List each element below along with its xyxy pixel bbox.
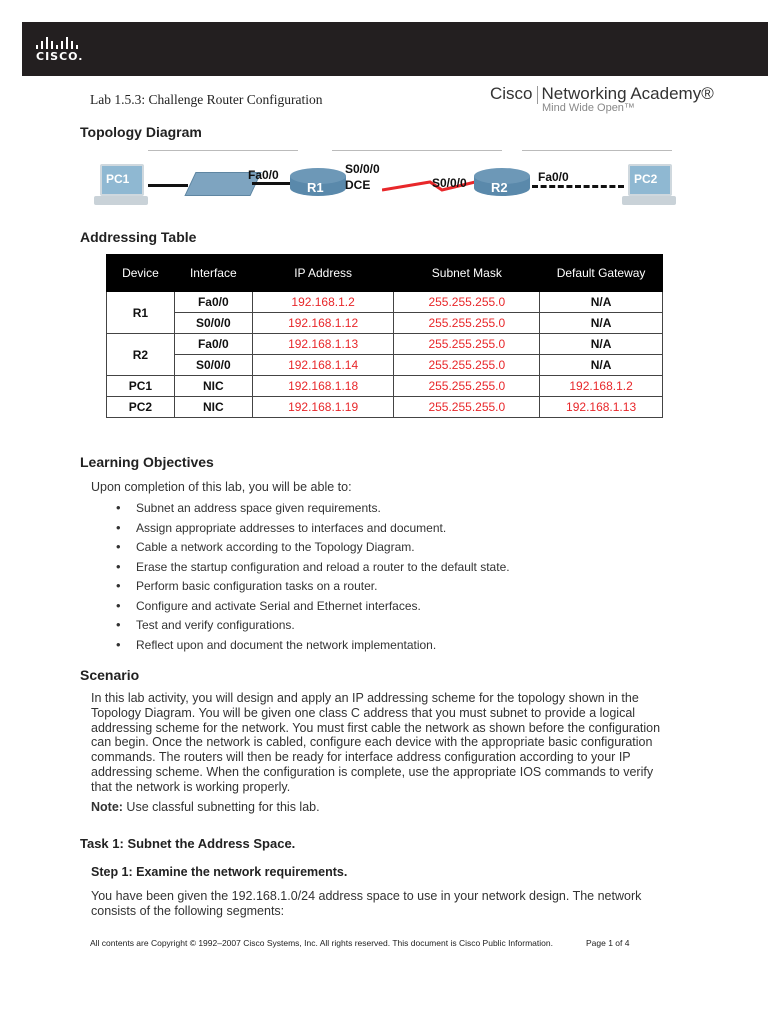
table-row: [107, 334, 663, 355]
mask-cell: 255.255.255.0: [394, 313, 540, 334]
topology-diagram: [82, 146, 672, 218]
r2-pc2-link: [532, 185, 624, 188]
step1-heading: Step 1: Examine the network requirements.: [91, 865, 348, 879]
objectives-heading: Learning Objectives: [80, 454, 214, 470]
r2-label: R2: [491, 180, 508, 195]
topology-heading: Topology Diagram: [80, 124, 202, 140]
scenario-note: [91, 800, 320, 815]
footer-copyright: All contents are Copyright © 1992–2007 Cisco Systems, Inc. All rights reserved. This document is Cisco Public Information.: [90, 938, 553, 948]
r1-router-icon: [290, 168, 346, 198]
table-row: [107, 376, 663, 397]
scenario-body: In this lab activity, you will design and apply an IP addressing scheme for the topology shown in the Topology Diagram. You will be given one class C address that you must subnet to provide a logical addressing scheme for the network. You must first cable the network as shown before the configuration can begin. Once the network is cabled, configure each device with the appropriate basic configuration commands. The routers will then be ready for interface address configuration according to your IP addressing scheme. When the configuration is complete, use the appropriate IOS commands to verify that the network is working properly.: [91, 691, 661, 794]
note-text: Use classful subnetting for this lab.: [122, 800, 320, 814]
academy-tagline: Mind Wide Open™: [542, 102, 635, 114]
note-label: Note:: [91, 800, 123, 814]
step1-body: You have been given the 192.168.1.0/24 address space to use in your network design. The network consists of the following segments:: [91, 889, 642, 918]
cisco-logo: [36, 37, 83, 63]
objectives-intro: Upon completion of this lab, you will be able to:: [91, 480, 352, 494]
lab-title: Lab 1.5.3: Challenge Router Configuration: [90, 92, 323, 107]
top-banner: [0, 0, 768, 76]
gateway-cell: 192.168.1.2: [540, 376, 663, 397]
interface-cell: S0/0/0: [174, 355, 252, 376]
ip-cell: 192.168.1.13: [252, 334, 394, 355]
list-item: • Reflect upon and document the network implementation.: [116, 638, 510, 658]
banner-black-bar: [22, 22, 768, 76]
r1-fa-label: Fa0/0: [248, 168, 279, 182]
pc1-label: PC1: [106, 172, 130, 186]
r1-label: R1: [307, 180, 324, 195]
list-item: • Subnet an address space given requirements.: [116, 501, 510, 521]
col-header-gateway: Default Gateway: [540, 255, 663, 292]
interface-cell: Fa0/0: [174, 292, 252, 313]
list-item: • Test and verify configurations.: [116, 618, 510, 638]
r2-fa-label: Fa0/0: [538, 170, 569, 184]
device-cell: R1: [107, 292, 175, 334]
r1-serial-label: S0/0/0: [345, 162, 380, 176]
ip-cell: 192.168.1.14: [252, 355, 394, 376]
col-header-interface: Interface: [174, 255, 252, 292]
gateway-cell: N/A: [540, 355, 663, 376]
device-cell: PC1: [107, 376, 175, 397]
table-header-row: [107, 255, 663, 292]
list-item: • Cable a network according to the Topology Diagram.: [116, 540, 510, 560]
pc2-icon: [626, 164, 672, 206]
list-item: • Configure and activate Serial and Ethernet interfaces.: [116, 599, 510, 619]
interface-cell: S0/0/0: [174, 313, 252, 334]
page-footer: [90, 938, 630, 948]
device-cell: PC2: [107, 397, 175, 418]
r2-router-icon: [474, 168, 530, 198]
list-item: • Assign appropriate addresses to interfaces and document.: [116, 521, 510, 541]
table-row: [107, 292, 663, 313]
col-header-device: Device: [107, 255, 175, 292]
pc1-switch-link: [148, 184, 188, 187]
mask-cell: 255.255.255.0: [394, 355, 540, 376]
addressing-heading: Addressing Table: [80, 229, 197, 245]
networking-academy-logo: [490, 84, 714, 114]
ip-cell: 192.168.1.2: [252, 292, 394, 313]
table-row: [107, 397, 663, 418]
col-header-ip: IP Address: [252, 255, 394, 292]
footer-page-number: Page 1 of 4: [586, 938, 630, 948]
interface-cell: Fa0/0: [174, 334, 252, 355]
academy-brand-left: Cisco: [490, 84, 533, 103]
ip-cell: 192.168.1.12: [252, 313, 394, 334]
r2-serial-label: S0/0/0: [432, 176, 467, 190]
mask-cell: 255.255.255.0: [394, 334, 540, 355]
objectives-list: [116, 501, 510, 657]
academy-brand-right: Networking Academy®: [541, 84, 714, 103]
addressing-table: [106, 254, 663, 418]
mask-cell: 255.255.255.0: [394, 376, 540, 397]
task1-heading: Task 1: Subnet the Address Space.: [80, 836, 296, 851]
list-item: • Erase the startup configuration and reload a router to the default state.: [116, 560, 510, 580]
gateway-cell: N/A: [540, 292, 663, 313]
cisco-logo-text: CISCO.: [36, 50, 84, 63]
list-item: • Perform basic configuration tasks on a router.: [116, 579, 510, 599]
table-row: [107, 313, 663, 334]
ip-cell: 192.168.1.19: [252, 397, 394, 418]
gateway-cell: N/A: [540, 313, 663, 334]
col-header-mask: Subnet Mask: [394, 255, 540, 292]
cisco-bars-icon: [36, 37, 83, 49]
mask-cell: 255.255.255.0: [394, 397, 540, 418]
scenario-heading: Scenario: [80, 667, 140, 683]
table-row: [107, 355, 663, 376]
device-cell: R2: [107, 334, 175, 376]
interface-cell: NIC: [174, 397, 252, 418]
r1-dce-label: DCE: [345, 178, 371, 192]
gateway-cell: 192.168.1.13: [540, 397, 663, 418]
pc1-icon: [98, 164, 144, 206]
ip-cell: 192.168.1.18: [252, 376, 394, 397]
mask-cell: 255.255.255.0: [394, 292, 540, 313]
pc2-label: PC2: [634, 172, 658, 186]
gateway-cell: N/A: [540, 334, 663, 355]
interface-cell: NIC: [174, 376, 252, 397]
